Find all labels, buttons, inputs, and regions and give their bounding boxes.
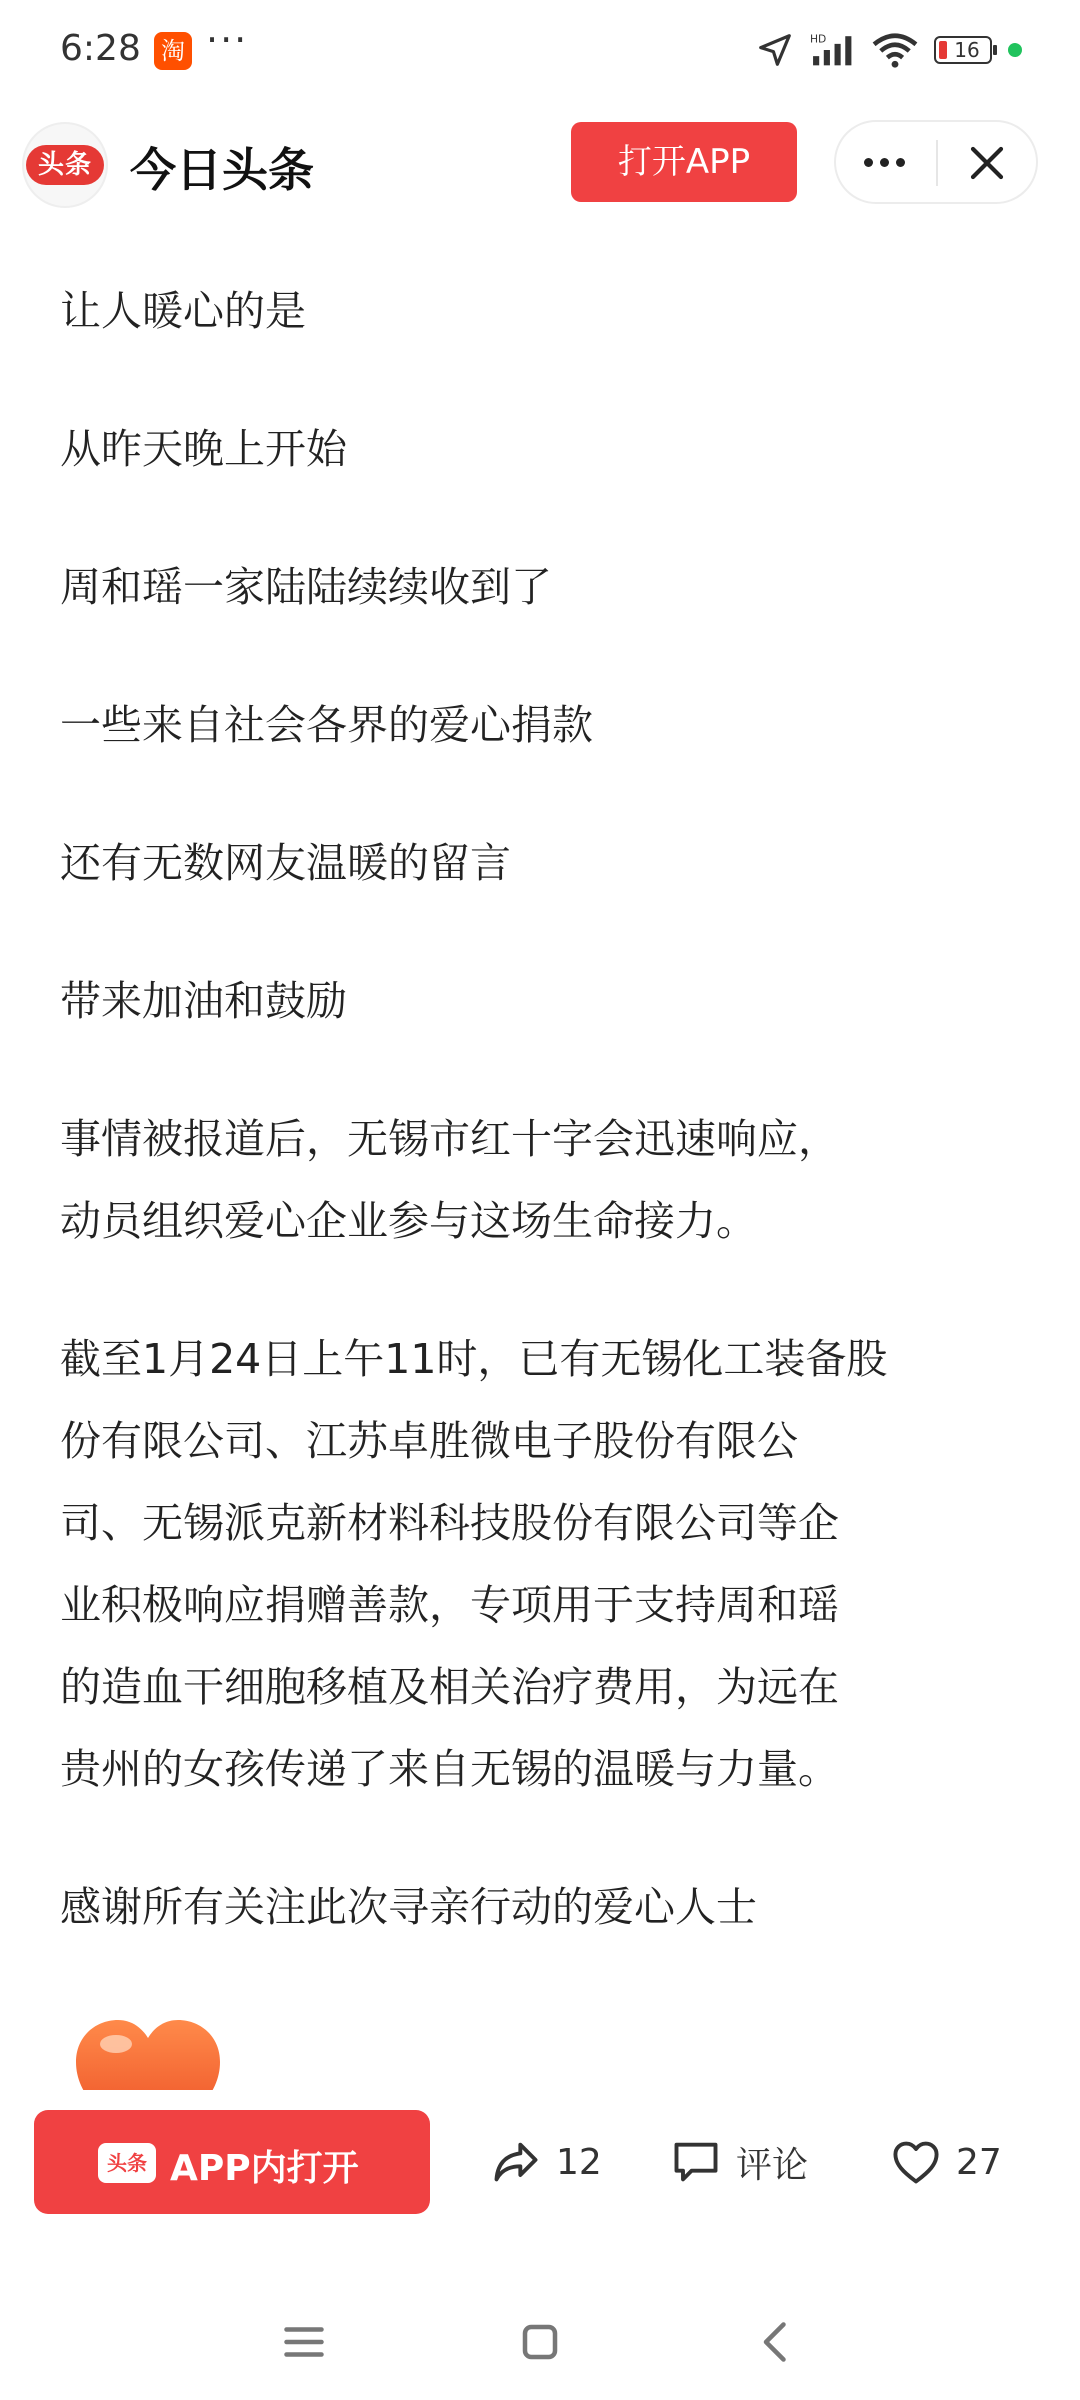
wifi-icon xyxy=(872,31,918,69)
svg-text:HD: HD xyxy=(810,32,827,46)
open-in-app-label: APP内打开 xyxy=(170,2148,359,2189)
paragraph: 一些来自社会各界的爱心捐款 xyxy=(60,701,593,749)
mini-program-capsule xyxy=(834,120,1038,204)
taobao-notification-icon: 淘 xyxy=(154,32,192,70)
paragraph: 从昨天晚上开始 xyxy=(60,425,347,473)
paragraph: 让人暖心的是 xyxy=(60,287,306,335)
like-count: 27 xyxy=(956,2141,1002,2183)
back-chevron-icon[interactable] xyxy=(746,2312,806,2372)
comment-button[interactable] xyxy=(670,2134,808,2190)
status-right-group xyxy=(756,30,1022,70)
top-bar xyxy=(0,108,1080,222)
toutiao-small-logo: 头条 xyxy=(98,2143,156,2183)
comment-icon xyxy=(670,2136,722,2188)
share-button[interactable] xyxy=(490,2134,602,2190)
toutiao-logo-text: 头条 xyxy=(26,145,104,185)
toutiao-logo xyxy=(22,122,108,208)
close-icon[interactable] xyxy=(966,142,1008,184)
comment-label: 评论 xyxy=(736,2144,809,2186)
paragraph: 还有无数网友温暖的留言 xyxy=(60,839,511,887)
privacy-indicator-dot xyxy=(1008,43,1022,57)
capsule-divider xyxy=(936,140,938,186)
signal-icon xyxy=(810,31,856,69)
open-app-button[interactable]: 打开APP xyxy=(571,122,797,202)
app-title: 今日头条 xyxy=(130,143,314,197)
like-button[interactable] xyxy=(890,2134,1002,2190)
location-arrow-icon xyxy=(756,31,794,69)
open-in-app-button[interactable] xyxy=(34,2110,430,2214)
system-nav-bar xyxy=(0,2290,1080,2400)
status-more-indicator: ··· xyxy=(206,18,249,62)
more-options-icon[interactable] xyxy=(864,158,905,167)
home-square-icon[interactable] xyxy=(510,2312,570,2372)
status-bar xyxy=(0,0,1080,108)
paragraph: 带来加油和鼓励 xyxy=(60,977,347,1025)
battery-icon xyxy=(934,36,992,64)
paragraph: 周和瑶一家陆陆续续收到了 xyxy=(60,563,552,611)
share-count: 12 xyxy=(556,2141,602,2183)
status-time: 6:28 xyxy=(60,28,141,69)
paragraph: 事情被报道后，无锡市红十字会迅速响应， 动员组织爱心企业参与这场生命接力。 xyxy=(60,1115,839,1245)
paragraph: 截至1月24日上午11时，已有无锡化工装备股 份有限公司、江苏卓胜微电子股份有限公 司、无锡派克新材料科技股份有限公司等企 业积极响应捐赠善款，专项用于支持周和瑶 的造血干细胞移植及相关治疗费用，为远在 贵州的女孩传递了来自无锡的温暖与力量。 xyxy=(60,1335,888,1793)
menu-icon[interactable] xyxy=(274,2312,334,2372)
share-icon xyxy=(490,2136,542,2188)
heart-outline-icon xyxy=(890,2136,942,2188)
article-body xyxy=(60,270,1020,2004)
paragraph: 感谢所有关注此次寻亲行动的爱心人士 xyxy=(60,1883,757,1931)
battery-level: 16 xyxy=(954,38,980,62)
